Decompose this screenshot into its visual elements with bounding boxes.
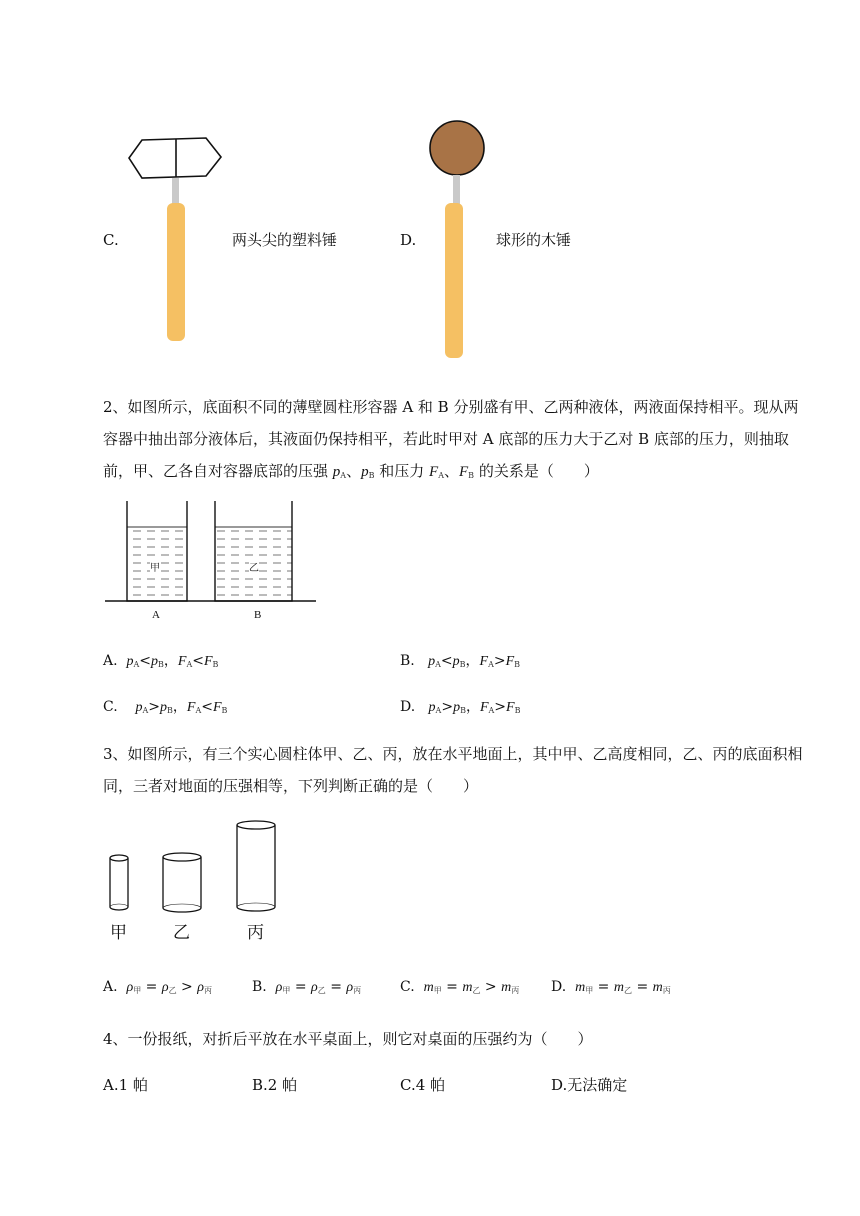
q3-option-c[interactable]: C. $m_甲 = m_乙 > m_丙$ [400,979,520,995]
container-a-label: A [152,609,160,621]
cylinder-label-yi: 乙 [173,923,190,943]
container-b-label: B [254,609,262,621]
containers-figure [103,495,319,625]
q2-option-c[interactable]: C. $p_A>p_B$，$F_A<F_B$ [103,699,228,715]
q1-option-d-text: 球形的木锤 [496,231,572,249]
q4-option-b[interactable]: B.2 帕 [252,1076,298,1094]
cylinders-figure [100,815,290,945]
q1-option-c-text: 两头尖的塑料锤 [232,231,338,249]
q2-option-a[interactable]: A. $p_A<p_B$，$F_A<F_B$ [103,653,219,669]
cylinder-label-bing: 丙 [247,923,264,943]
q2-option-d[interactable]: D. $p_A>p_B$，$F_A>F_B$ [400,699,521,715]
q3-stem: 3、如图所示，有三个实心圆柱体甲、乙、丙，放在水平地面上，其中甲、乙高度相同，乙、丙的底面积相同，三者对地面的压强相等，下列判断正确的是（ ） [103,745,803,795]
liquid-a-label: 甲 [150,559,160,574]
cylinder-label-jia: 甲 [110,923,127,943]
q1-option-d-letter[interactable]: D. [400,231,417,249]
hammer-d-figure [428,120,488,360]
q4-option-c[interactable]: C.4 帕 [400,1076,446,1094]
q3-option-b[interactable]: B. $\rho_甲 = \rho_乙 = \rho_丙$ [252,979,362,995]
q4-option-d[interactable]: D.无法确定 [551,1076,628,1094]
q1-option-c-letter[interactable]: C. [103,231,119,249]
q4-stem: 4、一份报纸，对折后平放在水平桌面上，则它对桌面的压强约为（ ） [103,1030,593,1048]
q2-option-b[interactable]: B. $p_A<p_B$，$F_A>F_B$ [400,653,521,669]
liquid-b-label: 乙 [249,559,259,574]
q3-option-a[interactable]: A. $\rho_甲 = \rho_乙 > \rho_丙$ [103,979,212,995]
hammer-c-figure [125,133,225,345]
q2-stem: 2、如图所示，底面积不同的薄壁圆柱形容器 A 和 B 分别盛有甲、乙两种液体，两液面保持相平。现从两容器中抽出部分液体后，其液面仍保持相平，若此时甲对 A 底部的压力大于乙对 B 底部的压力，则抽取前，甲、乙各自对容器底部的压强 $p_A$、$p_B$ 和压力 $F_A$、$F_B$ 的关系是（ ） [103,398,799,480]
q4-option-a[interactable]: A.1 帕 [103,1076,148,1094]
q3-option-d[interactable]: D. $m_甲 = m_乙 = m_丙$ [551,979,671,995]
